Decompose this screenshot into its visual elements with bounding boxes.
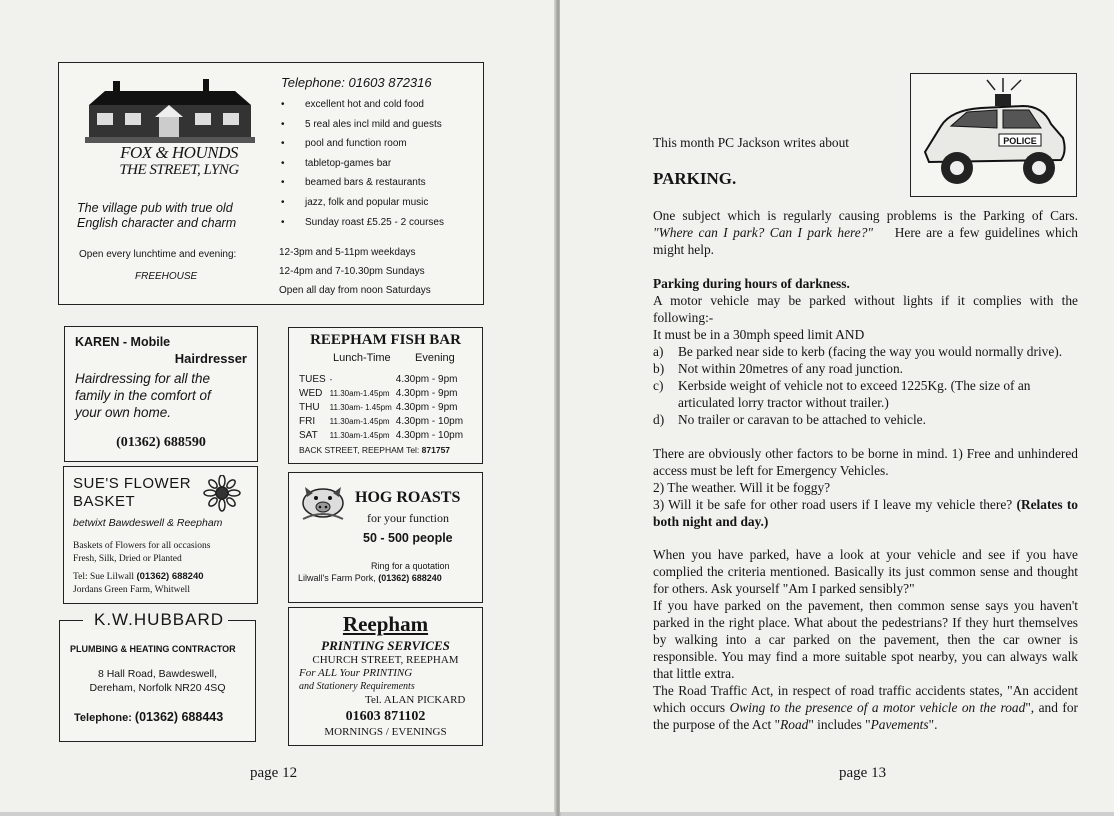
fish-col-evening: Evening	[415, 352, 455, 364]
table-row: SAT 11.30am-1.45pm 4.30pm - 10pm	[299, 429, 464, 441]
table-row: THU 11.30am- 1.45pm 4.30pm - 9pm	[299, 401, 458, 413]
sue-line-1: Baskets of Flowers for all occasions	[73, 541, 211, 551]
pub-illustration-icon	[85, 75, 255, 143]
list-item: • excellent hot and cold food	[279, 95, 444, 115]
page-number: page 12	[250, 765, 298, 781]
list-item: • jazz, folk and popular music	[279, 193, 444, 213]
fish-col-lunch: Lunch-Time	[333, 352, 391, 364]
karen-role: Hairdresser	[174, 351, 247, 366]
page-number: page 13	[839, 765, 887, 781]
flower-icon	[202, 475, 242, 515]
paragraph-4: There are obviously other factors to be borne in mind. 1) Free and unhindered access must be left for Emergency Vehicles.	[653, 446, 1078, 478]
police-label: POLICE	[1003, 136, 1037, 146]
list-item: d) No trailer or caravan to be attached to vehicle.	[653, 412, 926, 427]
paragraph-6: 3) Will it be safe for other road users if I leave my vehicle there? (Relates to both night and day.)	[653, 497, 1078, 529]
fox-and-hounds-advert	[58, 62, 484, 305]
list-item: a) Be parked near side to kerb (facing the way you would normally drive).	[653, 344, 1063, 359]
pub-hours-saturdays: Open all day from noon Saturdays	[279, 285, 431, 296]
sue-farm: Jordans Green Farm, Whitwell	[73, 585, 190, 595]
list-item: • 5 real ales incl mild and guests	[279, 115, 444, 135]
hog-roasts-advert	[288, 472, 483, 603]
reepham-contact: Tel. ALAN PICKARD	[365, 694, 466, 706]
hog-ring: Ring for a quotation	[371, 561, 450, 571]
hubbard-address-2: Dereham, Norfolk NR20 4SQ	[89, 682, 226, 694]
sues-flower-basket-advert	[63, 466, 258, 604]
fish-bar-title: REEPHAM FISH BAR	[310, 332, 461, 348]
list-item: • pool and function room	[279, 134, 444, 154]
hog-title: HOG ROASTS	[355, 489, 461, 506]
pub-telephone: Telephone: 01603 872316	[281, 75, 432, 90]
paragraph-2: A motor vehicle may be parked without lights if it complies with the following:-	[653, 293, 1078, 325]
list-item: • tabletop-games bar	[279, 154, 444, 174]
hubbard-trade: PLUMBING & HEATING CONTRACTOR	[70, 644, 236, 654]
fish-bar-footer: BACK STREET, REEPHAM Tel: 871757	[299, 445, 451, 455]
pub-tagline-2: English character and charm	[77, 216, 237, 230]
karen-phone: (01362) 688590	[116, 435, 206, 450]
pub-features-list	[279, 95, 444, 232]
freehouse-label: FREEHOUSE	[135, 271, 198, 282]
hog-subtitle: for your function	[367, 511, 449, 525]
hubbard-name: K.W.HUBBARD	[91, 610, 227, 630]
sue-title-2: BASKET	[73, 493, 136, 510]
pub-open-text: Open every lunchtime and evening:	[79, 249, 237, 260]
reepham-line-1: For ALL Your PRINTING	[299, 667, 413, 679]
subheading-darkness: Parking during hours of darkness.	[653, 276, 850, 291]
reepham-street: CHURCH STREET, REEPHAM	[312, 654, 459, 666]
list-item: b) Not within 20metres of any road junction.	[653, 361, 903, 376]
list-item: • beamed bars & restaurants	[279, 173, 444, 193]
karen-name: KAREN - Mobile	[75, 335, 171, 349]
hubbard-telephone: Telephone: (01362) 688443	[74, 710, 224, 724]
paragraph-1: One subject which is regularly causing problems is the Parking of Cars. "Where can I park? Can I park here?" Here are a few guidelines which might help.	[653, 208, 1079, 257]
pub-address: THE STREET, LYNG	[119, 162, 239, 178]
table-row: TUES - 4.30pm - 9pm	[299, 373, 458, 385]
sue-title-1: SUE'S FLOWER	[73, 475, 192, 492]
reepham-phone: 01603 871102	[345, 709, 426, 724]
hubbard-address-1: 8 Hall Road, Bawdeswell,	[97, 668, 218, 680]
article-heading: PARKING.	[653, 169, 737, 188]
paragraph-9: The Road Traffic Act, in respect of road traffic accidents states, "An accident which occurs Owing to the presence of a motor vehicle on the road", and for the purpose of the Act "Road" includes "Pavements".	[653, 683, 1078, 732]
hog-people: 50 - 500 people	[363, 531, 453, 545]
sue-line-2: Fresh, Silk, Dried or Planted	[73, 554, 182, 564]
conditions-list	[653, 343, 1078, 428]
pub-hours-weekdays: 12-3pm and 5-11pm weekdays	[279, 247, 416, 258]
reepham-printing-advert	[288, 607, 483, 746]
list-item: c) Kerbside weight of vehicle not to exceed 1225Kg. (The size of an articulated lorry tractor without trailer.)	[653, 378, 1031, 410]
karen-hairdresser-advert	[64, 326, 258, 462]
pub-name: FOX & HOUNDS	[120, 143, 238, 162]
paragraph-5: 2) The weather. Will it be foggy?	[653, 480, 831, 495]
reepham-line-2: and Stationery Requirements	[299, 681, 415, 692]
sue-telephone: Tel: Sue Lilwall (01362) 688240	[73, 571, 204, 582]
article-intro: This month PC Jackson writes about	[653, 135, 850, 150]
table-row: WED 11.30am-1.45pm 4.30pm - 9pm	[299, 387, 458, 399]
reepham-title: Reepham	[342, 612, 429, 636]
pub-hours-sundays: 12-4pm and 7-10.30pm Sundays	[279, 266, 425, 277]
list-item: • Sunday roast £5.25 - 2 courses	[279, 213, 444, 233]
kw-hubbard-advert	[59, 610, 256, 742]
paragraph-3: It must be in a 30mph speed limit AND	[653, 327, 865, 342]
karen-desc-2: family in the comfort of	[75, 388, 211, 403]
karen-desc-3: your own home.	[75, 405, 172, 420]
paragraph-8: If you have parked on the pavement, then common sense says you haven't parked in the right place. What about the pedestrians? If they hurt themselves by walking into a car parked on the pavement, then the car owner is responsible. You may find a more suitable spot nearby, you can always walk that little extra.	[653, 598, 1078, 681]
reepham-hours: MORNINGS / EVENINGS	[324, 726, 447, 738]
reepham-subtitle: PRINTING SERVICES	[321, 638, 450, 653]
paragraph-7: When you have parked, have a look at your vehicle and see if you have complied the criteria mentioned. Basically its just common sense and thought for others. Ask yourself "Am I parked sensibly?"	[653, 547, 1078, 596]
pub-tagline-1: The village pub with true old	[77, 201, 233, 215]
pig-icon	[295, 479, 351, 523]
table-row: FRI 11.30am-1.45pm 4.30pm - 10pm	[299, 415, 464, 427]
sue-subtitle: betwixt Bawdeswell & Reepham	[73, 517, 223, 529]
karen-desc-1: Hairdressing for all the	[75, 371, 211, 386]
reepham-fish-bar-advert	[288, 327, 483, 464]
hog-contact: Lilwall's Farm Pork, (01362) 688240	[298, 573, 442, 583]
left-page	[0, 0, 556, 812]
fish-bar-hours-table	[297, 372, 465, 442]
